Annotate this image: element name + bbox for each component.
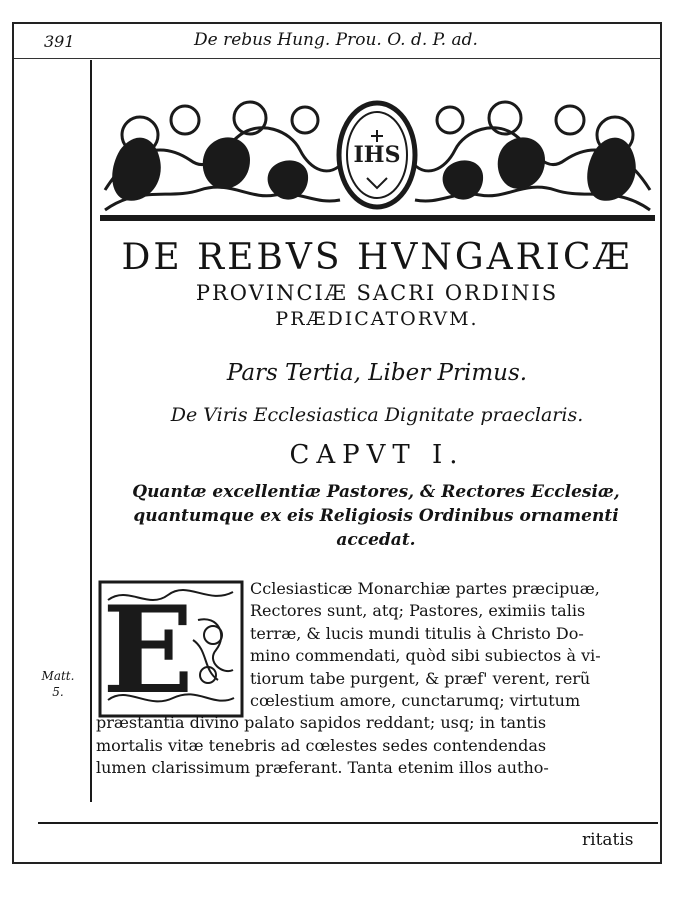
body-line: Rectores sunt, atq; Pastores, eximiis talis (250, 601, 586, 621)
body-line: lumen clarissimum præferant. Tanta etenim illos autho- (96, 758, 549, 778)
margin-note (28, 668, 88, 700)
body-line: terræ, & lucis mundi titulis à Christo Do- (250, 623, 584, 643)
body-line: mortalis vitæ tenebris ad cœlestes sedes contendendas (96, 735, 547, 755)
footer-rule (38, 822, 658, 824)
margin-divider-rule (90, 60, 92, 802)
frame-top-rule (12, 22, 662, 24)
body-line: tiorum tabe purgent, & præf' verent, rerũ (250, 668, 591, 688)
title-line-2: PROVINCIÆ SACRI ORDINIS (195, 281, 559, 305)
title-block (92, 236, 662, 332)
chapter-summary (96, 480, 656, 552)
ornamental-headpiece (100, 90, 655, 230)
margin-note-line-2: 5. (52, 685, 64, 699)
summary-line-3: accedat. (336, 530, 416, 550)
summary-line-1: Quantæ excellentiæ Pastores, & Rectores Ecclesiæ, (132, 482, 620, 502)
part-heading: Pars Tertia, Liber Primus. (226, 360, 528, 386)
margin-note-line-1: Matt. (41, 669, 75, 683)
ihs-monogram: IHS (353, 142, 401, 168)
page-number: 391 (44, 32, 75, 51)
body-line: mino commendati, quòd sibi subiectos à vi- (250, 646, 601, 666)
title-line-3: PRÆDICATORVM. (275, 308, 479, 330)
header-rule (14, 58, 660, 59)
running-title: De rebus Hung. Prou. O. d. P. ad. (194, 30, 478, 50)
title-line-1: DE REBVS HVNGARICÆ (121, 237, 633, 278)
chapter-heading: CAPVT I. (289, 440, 465, 470)
frame-left-rule (12, 22, 14, 864)
body-line: præstantia divino palato sapidos reddant; usq; in tantis (96, 713, 547, 733)
running-head (44, 28, 644, 54)
section-description: De Viris Ecclesiastica Dignitate praeclaris. (170, 404, 584, 426)
summary-line-2: quantumque ex eis Religiosis Ordinibus ornamenti (133, 506, 619, 526)
initial-letter: E (102, 580, 194, 718)
frame-bottom-rule (12, 862, 662, 864)
body-line: cœlestium amore, cunctarumq; virtutum (250, 691, 581, 711)
body-text (96, 578, 658, 780)
catchword: ritatis (582, 830, 634, 850)
body-line: Cclesiasticæ Monarchiæ partes præcipuæ, (250, 579, 600, 598)
